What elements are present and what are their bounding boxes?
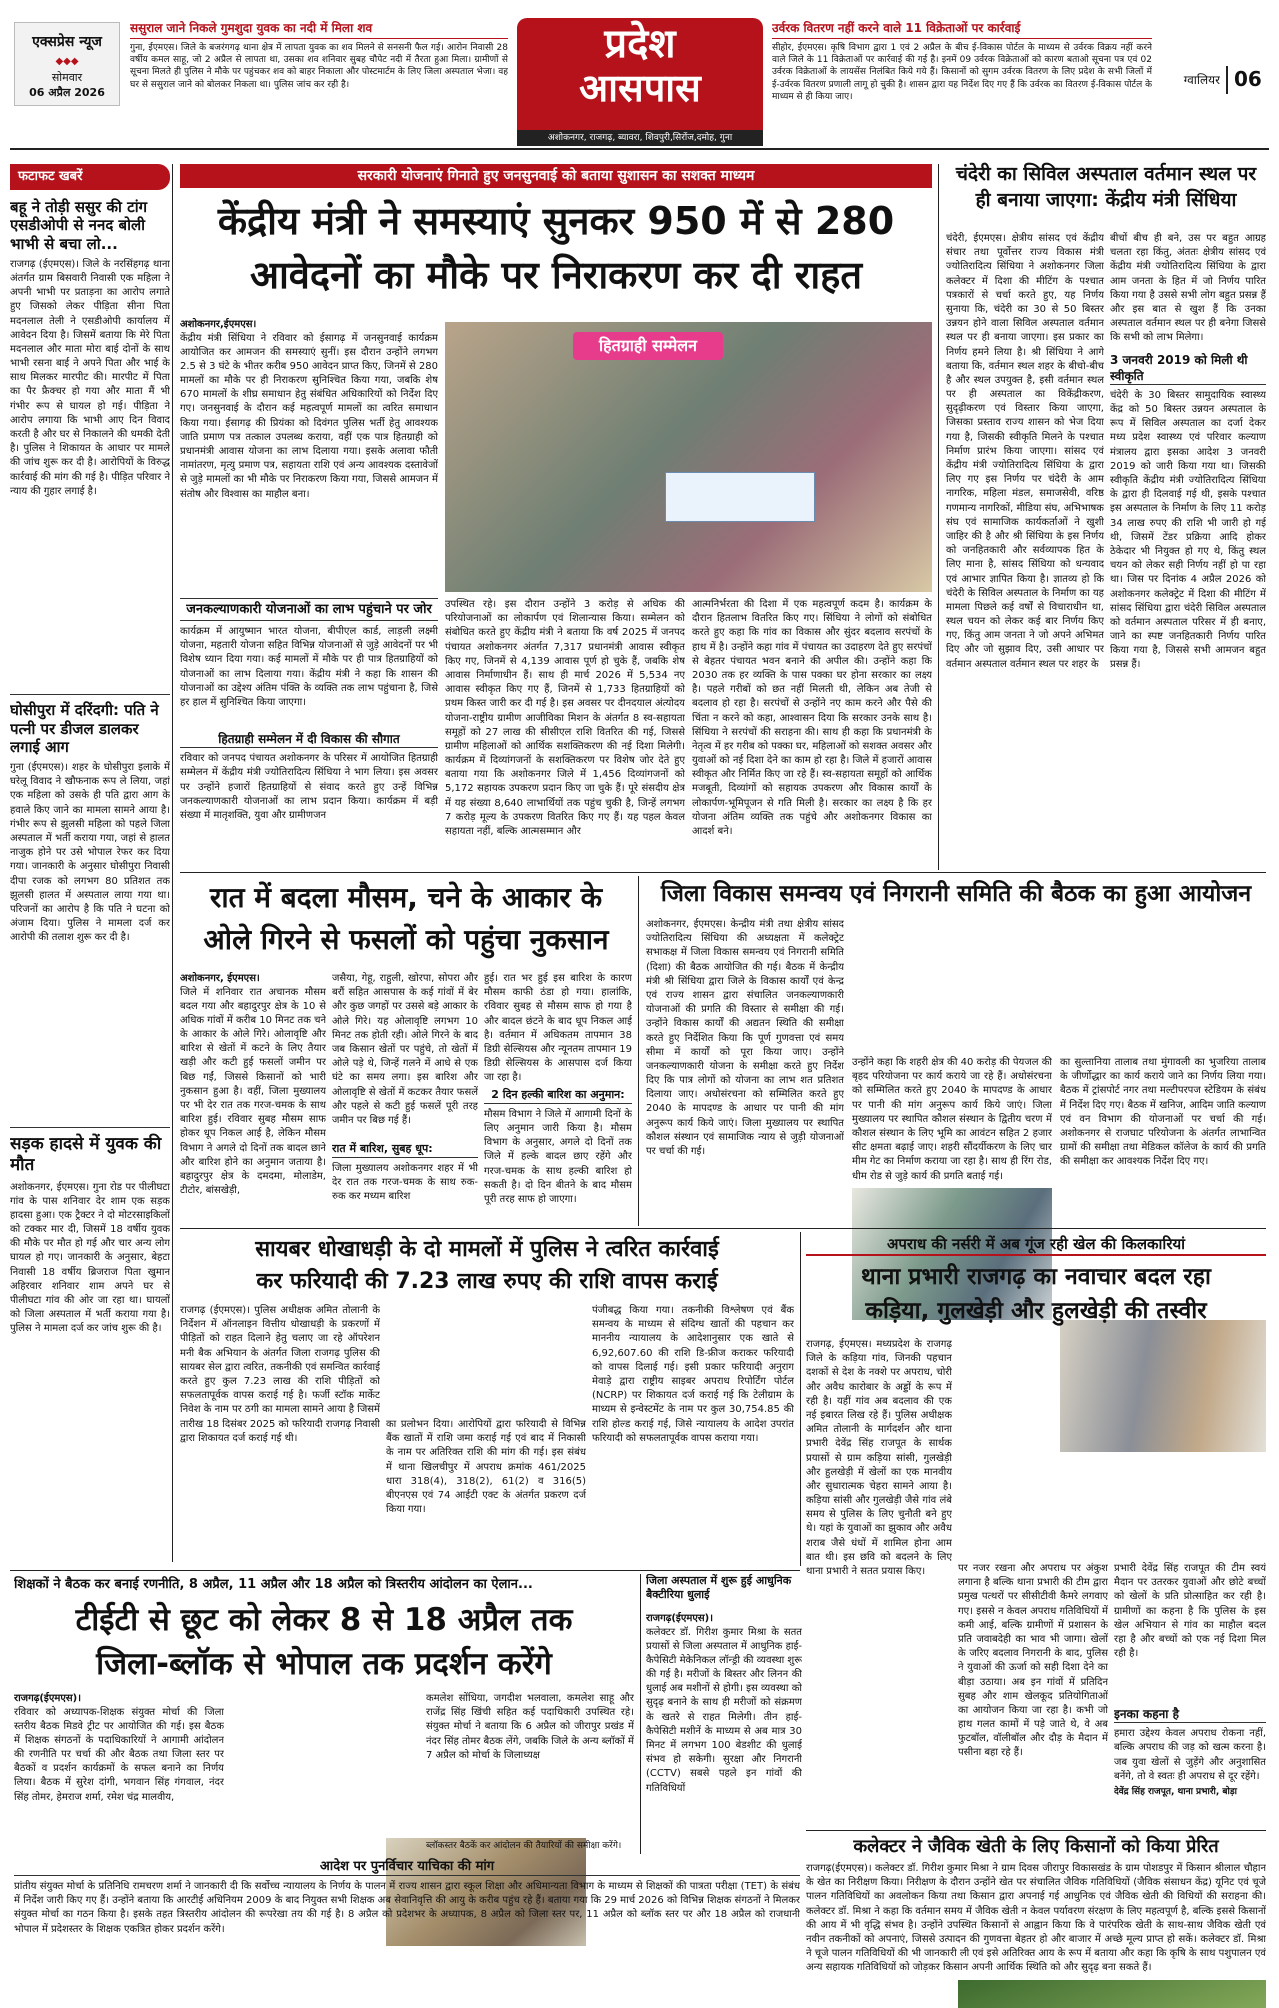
organic-headline: कलेक्टर ने जैविक खेती के लिए किसानों को किया प्रेरित <box>853 1836 1219 1857</box>
hospital-col <box>646 1612 802 1852</box>
disha-col3 <box>1060 1056 1266 1224</box>
top-brief-1-title: ससुराल जाने निकले गुमशुदा युवक का नदी में मिला शव <box>130 20 508 39</box>
weather-subhead-2: 2 दिन हल्की बारिश का अनुमान: <box>484 1088 632 1104</box>
hospital-dateline: राजगढ़(ईएमएस)। <box>646 1613 714 1624</box>
section-title-line1: प्रदेश <box>604 21 676 67</box>
weather-body-2: जसैया, गेहू, राहुली, खोरपा, सोपरा और बरौं सहित आसपास के कई गांवों में बेर और कुछ जगहों पर उससे बड़े आकार के ओले गिरे। यह ओलावृष्टि लगभग 10 मिनट तक होती रही। ओले गिरने के बाद जब किसान खेतों पर पहुंचे, तो खेतों में ओले पड़े थे, जिन्हें गलने में आधे से एक घंटे का समय लगा। इस बारिश और ओलावृष्टि से खेतों में कटकर तैयार फसलें और पहले से कटी हुई फसलें पूरी तरह जमीन पर बिछ गई हैं। <box>332 973 478 1126</box>
lead-body-1: केंद्रीय मंत्री सिंधिया ने रविवार को ईसागढ़ में जनसुनवाई कार्यक्रम आयोजित कर आमजन की समस्याएं सुनीं। इस दौरान उन्होंने लगभग 2.5 से 3 घंटे के भीतर करीब 950 आवेदन प्राप्त किए, जिनमें से 280 मामलों का मौके पर ही निराकरण सुनिश्चित किया गया, जबकि शेष 670 मामलों के शीघ्र समाधान हेतु संबंधित अधिकारियों को निर्देश दिए गए। जनसुनवाई के दौरान कई महत्वपूर्ण मामलों का त्वरित समाधान किया गया। ईसागढ़ की प्रियंका को दिवंगत पुलिस भर्ती हेतु आवश्यक जाति प्रमाण पत्र तत्काल उपलब्ध कराया, वहीं एक पात्र हितग्राही को प्रधानमंत्री आवास योजना का लाभ दिलाया गया। इसके अलावा फौती नामांतरण, मृत्यु प्रमाण पत्र, सहायता राशि एवं अन्य आवश्यक दस्तावेजों से जुड़े मामलों का भी मौके पर निराकरण किया गया, जिससे आमजन में संतोष और विश्वास का माहौल बना। <box>180 332 438 500</box>
weather-headline-1: रात में बदला मौसम, चने के आकार के <box>209 881 603 914</box>
lead-headline-2: आवेदनों का मौके पर निराकरण कर दी राहत <box>249 253 863 297</box>
thana-kicker: अपराध की नर्सरी में अब गूंज रही खेल की किलकारियां <box>806 1234 1266 1256</box>
top-brief-2 <box>772 20 1152 128</box>
cyber-col2 <box>386 1418 586 1566</box>
chanderi-col2 <box>1110 232 1266 868</box>
masthead-logo-box <box>14 22 120 106</box>
chanderi-body-2: बीचों बीच ही बने, उस पर बहुत आग्रह चलता रहा किंतु, अंततः क्षेत्रीय सांसद एवं केंद्रीय मंत्री ज्योतिरादित्य सिंधिया के द्वारा आम जनता के हित में जो निर्णय पारित किया गया है उससे सभी लोग बहुत प्रसन्न हैं और इस बात से खुश हैं कि उनका अस्पताल वर्तमान स्थल पर ही बनेगा जिससे कि सभी को लाभ मिलेगा। <box>1110 233 1266 344</box>
disha-body-3: का सुल्तानिया तालाब तथा मुंगावली का भुजरिया तालाब के जीर्णोद्धार का कार्य कराये जाने का निर्णय लिया गया। बैठक में ट्रांसपोर्ट नगर तथा मल्टीपरपज स्टेडियम के संबंध में निर्देश दिए गए। बैठक में खनिज, आदिम जाति कल्याण एवं वन विभाग की योजनाओं पर चर्चा की गई। अशोकनगर से राजघाट परियोजना के अंतर्गत लाभान्वित ग्रामों की समीक्षा तथा मेडिकल कॉलेज के कार्य की प्रगति की समीक्षा कर आवश्यक निर्देश दिए गए। <box>1060 1057 1266 1168</box>
tet-headline-1: टीईटी से छूट को लेकर 8 से 18 अप्रैल तक <box>75 1602 573 1638</box>
page-city: ग्वालियर <box>1183 73 1220 87</box>
thana-col2 <box>958 1562 1108 1826</box>
district-strip: अशोकनगर, राजगढ़, ब्यावरा, शिवपुरी,सिरोंज,दमोह, गुना <box>517 130 763 146</box>
disha-photo-2 <box>1060 1320 1266 1452</box>
weather-headline-2: ओले गिरने से फसलों को पहुंचा नुकसान <box>203 923 609 956</box>
disha-headline: जिला विकास समन्वय एवं निगरानी समिति की बैठक का हुआ आयोजन <box>660 881 1252 907</box>
tet-photo-caption: ब्लॉकस्तर बैठकें कर आंदोलन की तैयारियों की समीक्षा करेंगे। <box>426 1841 622 1851</box>
tet-body-1: रविवार को अध्यापक-शिक्षक संयुक्त मोर्चा की जिला स्तरीय बैठक मिडवे ट्रीट पर आयोजित की गई। इस बैठक में शिक्षक संगठनों के पदाधिकारियों ने आगामी आंदोलन की रणनीति पर चर्चा की और बैठक तथा जिला स्तर पर बैठकों व प्रदर्शन कार्यक्रमों के सफल बनाने का निर्णय लिया। बैठक में सुरेश दांगी, भगवान सिंह गंगवाल, नंदर सिंह तोमर, हेमराज शर्मा, रमेश चंद्र मालवीय, <box>14 1706 224 1803</box>
lead-photo-banner: हितग्राही सम्मेलन <box>573 332 723 360</box>
cyber-headline-2: कर फरियादी की 7.23 लाख रुपए की राशि वापस कराई <box>256 1269 718 1294</box>
cyber-col1 <box>180 1304 380 1566</box>
lead-subhead-2: हितग्राही सम्मेलन में दी विकास की सौगात <box>180 731 438 748</box>
fatafat-divider-2 <box>10 1127 170 1128</box>
top-brief-2-body: सीहोर, ईएमएस। कृषि विभाग द्वारा 1 एवं 2 अप्रैल के बीच ई-विकास पोर्टल के माध्यम से उर्वरक विक्रय नहीं करने वाले जिले के 11 विक्रेताओं पर कार्रवाई की गई है। इनमें 09 उर्वरक विक्रेताओं को कारण बताओ सूचना पत्र एवं 02 उर्वरक विक्रेताओं के लायसेंस निलंबित किये गये हैं। किसानों को सुगम उर्वरक वितरण के लिए प्रदेश के सभी जिलों में ई-उर्वरक वितरण प्रणाली लागू हो चुकी है। शासन द्वारा यह निर्देश दिए गए हैं कि उर्वरक का वितरण ई-विकास पोर्टल के माध्यम से ही किया जाए। <box>772 43 1152 102</box>
chanderi-headline: चंदेरी का सिविल अस्पताल वर्तमान स्थल पर ही बनाया जाएगा: केंद्रीय मंत्री सिंधिया <box>955 163 1257 211</box>
weather-col1 <box>180 972 326 1222</box>
tet-kicker: शिक्षकों ने बैठक कर बनाई रणनीति, 8 अप्रैल, 11 अप्रैल और 18 अप्रैल को त्रिस्तरीय आंदोलन का ऐलान... <box>14 1577 533 1592</box>
page-number: 06 <box>1226 66 1266 94</box>
thana-body-1: राजगढ़, ईएमएस। मध्यप्रदेश के राजगढ़ जिले के कड़िया गांव, जिनकी पहचान दशकों से देश के नक्शे पर अपराध, चोरी और अवैध कारोबार के अड्डों के रूप में रही है। यहीं गांव अब बदलाव की एक नई इबारत लिख रहे हैं। पुलिस अधीक्षक अमित तोलानी के मार्गदर्शन और थाना प्रभारी देवेंद्र सिंह राजपूत के सार्थक प्रयासों से ग्राम कड़िया सांसी, गुलखेड़ी और हुलखेड़ी में खेलों का एक मानवीय और सुधारात्मक चेहरा सामने आया है। कड़िया सांसी और गुलखेड़ी जैसे गांव लंबे समय से पुलिस के लिए चुनौती बने हुए थे। यहां के युवाओं का झुकाव और अवैध शराब जैसे धंधों में शामिल होना आम बात थी। इस छवि को बदलने के लिए थाना प्रभारी ने सतत प्रयास किए। <box>806 1339 952 1577</box>
fatafat-label: फटाफट खबरें <box>10 164 170 190</box>
lead-photo <box>445 322 932 592</box>
cyber-headline-1: सायबर धोखाधड़ी के दो मामलों में पुलिस ने त्वरित कार्रवाई <box>255 1237 719 1262</box>
thana-quote: हमारा उद्देश्य केवल अपराध रोकना नहीं, बल्कि अपराध की जड़ को खत्म करना है। जब युवा खेलों से जुड़ेंगे और अनुशासित बनेंगे, तो वे स्वतः ही अपराध से दूर रहेंगे। <box>1114 1728 1266 1782</box>
lead-dateline: अशोकनगर,ईएमएस। <box>180 319 257 330</box>
tet-dateline: राजगढ़(ईएमएस)। <box>14 1693 82 1704</box>
chanderi-body-1: चंदेरी, ईएमएस। क्षेत्रीय सांसद एवं केंद्रीय संचार तथा पूर्वोत्तर राज्य विकास मंत्री ज्योतिरादित्य सिंधिया ने अशोकनगर जिला कलेक्टर में दिशा की मीटिंग के पश्चात पत्रकारों से चर्चा करते हुए, यह निर्णय सुनाया कि, चंदेरी का 30 से 50 बिस्तर उन्नयन होने वाला सिविल अस्पताल वर्तमान स्थल पर ही बनाया जाएगा। इस प्रकार का निर्णय हमने लिया है। श्री सिंधिया ने आगे बताया कि, वर्तमान स्थल शहर के बीचो-बीच है और स्थल उपयुक्त है, इसी वर्तमान स्थल पर ही अस्पताल का विकेंद्रीकरण, सुदृढ़ीकरण एवं विस्तार किया जाएगा, जिसका प्रस्ताव राज्य शासन को भेज दिया गया है, जिसकी स्वीकृति मिलने के पश्चात निर्माण प्रारंभ किया जाएगा। सांसद एवं केंद्रीय मंत्री ज्योतिरादित्य सिंधिया के द्वारा लिए गए इस निर्णय पर चंदेरी के आम नागरिक, महिला मंडल, समाजसेवी, वरिष्ठ गणमान्य नागरिकों, मीडिया संघ, अभिभाषक संघ एवं सामाजिक कार्यकर्ताओं ने खुशी जाहिर की है और श्री सिंधिया के इस निर्णय को जनहितकारी और सर्वव्यापक हित के लिए माना है, सांसद सिंधिया को धन्यवाद एवं आभार ज्ञापित किया है। ज्ञातव्य हो कि चंदेरी के सिविल अस्पताल के निर्माण का यह मामला पिछले कई वर्षों से विचाराधीन था, स्थल चयन को लेकर कई बार निर्णय किए गए, किंतु आम जनता ने जो अपने अभिमत दिए और जो सुझाव दिए, उसी आधार पर वर्तमान अस्पताल वर्तमान स्थल पर शहर के <box>946 233 1104 670</box>
tet-body-3: प्रांतीय संयुक्त मोर्चा के प्रतिनिधि रामचरण शर्मा ने जानकारी दी कि सर्वोच्च न्यायालय के निर्णय के पालन में राज्य शासन द्वारा स्कूल शिक्षा और अधिमान्यता विभाग के माध्यम से शिक्षकों की पात्रता परीक्षा (TET) के संबंध में निर्देश जारी किए गए हैं। उन्होंने बताया कि आरटीई अधिनियम 2009 के बाद नियुक्त सभी शिक्षक अब सेवानिवृत्ति की आयु के करीब पहुंच रहे हैं। बताया गया कि 29 मार्च 2026 को विभिन्न शिक्षक संगठनों ने मिलकर संयुक्त मोर्चा का गठन किया है। इसके तहत त्रिस्तरीय आंदोलन की रूपरेखा तय की गई है। 8 अप्रैल को प्रदेशभर के अध्यापक, 8 अप्रैल को जिला स्तर पर, 11 अप्रैल को ब्लॉक स्तर पर और 18 अप्रैल को राजधानी भोपाल में प्रदेशस्तर के शिक्षक एकत्रित होकर प्रदर्शन करेंगे। <box>14 1881 800 1935</box>
weather-body-4: हुई। रात भर हुई इस बारिश के कारण मौसम काफी ठंडा हो गया। हालांकि, रविवार सुबह से मौसम साफ हो गया है और बादल छंटने के बाद धूप निकल आई है। वर्तमान में अधिकतम तापमान 38 डिग्री सेल्सियस और न्यूनतम तापमान 19 डिग्री सेल्सियस के आसपास दर्ज किया जा रहा है। <box>484 973 632 1084</box>
disha-body-2: उन्होंने कहा कि शहरी क्षेत्र की 40 करोड़ की पेयजल की बृहद परियोजना पर कार्य कराये जा रहे हैं। अधोसंरचना को सम्मिलित करते हुए 2040 के मापदण्ड के आधार पर पानी की मांग अनुरूप कार्य किये जाएं। जिला मुख्यालय पर स्थापित कौशल संस्थान के द्वितीय चरण में कौशल संस्थान के लिए भूमि का आवंटन सहित 2 हजार सीट क्षमता बढ़ाई जाए। शहरी सौंदर्यीकरण के लिए चार मीम गेट का निर्माण कराया जा रहा है। साथ ही रिंग रोड, धीम रोड से जुड़े कार्य की प्रगति बताई गई। <box>852 1057 1052 1182</box>
tet-body-2: कमलेश सोंधिया, जगदीश भलवाला, कमलेश साहू और राजेंद्र सिंह खिंची सहित कई पदाधिकारी उपस्थित रहे। संयुक्त मोर्चा ने बताया कि 6 अप्रैल को जीरापुर प्रखंड में नंदर सिंह तोमर बैठक लेंगे, जबकि जिले के अन्य ब्लॉकों में 7 अप्रैल को मोर्चा के जिलाध्यक्ष <box>426 1693 634 1761</box>
masthead-rule <box>10 148 1269 150</box>
top-brief-1 <box>130 20 508 122</box>
disha-col2 <box>852 1056 1052 1224</box>
weather-dateline: अशोकनगर, ईएमएस। <box>180 973 260 984</box>
tet-body-3-box <box>14 1880 800 2000</box>
organic-top-rule <box>806 1830 1266 1831</box>
weather-right-rule <box>638 876 639 1226</box>
lead-photo-cheque <box>665 472 815 522</box>
lead-body-2: कार्यक्रम में आयुष्मान भारत योजना, बीपीएल कार्ड, लाड़ली लक्ष्मी योजना, महतारी योजना सहित विभिन्न योजनाओं से जुड़े आवेदनों पर भी विशेष ध्यान दिया गया। कई मामलों में मौके पर ही पात्र हितग्राहियों को योजनाओं का लाभ दिलाया गया। केंद्रीय मंत्री ने कहा कि शासन की योजनाओं का उद्देश्य अंतिम पंक्ति के व्यक्ति तक लाभ पहुंचाना है, जिसे हर हाल में सुनिश्चित किया जाएगा। <box>180 626 438 708</box>
fatafat-story2-title: घोसीपुरा में दरिंदगी: पति ने पत्नी पर डीजल डालकर लगाई आग <box>10 700 159 757</box>
fatafat-story2-body: गुना (ईएमएस)। शहर के घोसीपुरा इलाके में घरेलू विवाद ने खौफनाक रूप ले लिया, जहां एक महिला को उसके ही पति द्वारा आग के हवाले किए जाने का मामला सामने आया है। गंभीर रूप से झुलसी महिला को पहले जिला अस्पताल में भर्ती कराया गया, जहां से हालत नाजुक होने पर उसे भोपाल रेफर कर दिया गया। जानकारी के अनुसार घोसीपुरा निवासी दीपा रजक को लगभग 80 प्रतिशत तक झुलसी हालत में अस्पताल लाया गया था। परिजनों का आरोप है कि पति ने घटना को अंजाम दिया। पुलिस ने मामला दर्ज कर आरोपी की तलाश शुरू कर दी है। <box>10 762 170 944</box>
left-column-rule <box>172 164 173 1562</box>
organic-body: राजगढ़(ईएमएस)। कलेक्टर डॉ. गिरीश कुमार मिश्रा ने ग्राम दिवस जीरापुर विकासखंड के ग्राम पोशडपुर में किसान श्रीलाल चौहान के खेत का निरीक्षण किया। निरीक्षण के दौरान उन्होंने खेत पर संचालित जैविक गतिविधियों (जैविक संसाधन केंद्र) यूनिट एवं चूजे पालन गतिविधियों का अवलोकन किया तथा किसान द्वारा अपनाई गई आधुनिक एवं जैविक खेती की विधियों की सराहना की। कलेक्टर डॉ. मिश्रा ने कहा कि वर्तमान समय में जैविक खेती न केवल पर्यावरण संरक्षण के लिए महत्वपूर्ण है, बल्कि इससे किसानों की आय में भी वृद्धि संभव है। उन्होंने उपस्थित किसानों से आह्वान किया कि वे पारंपरिक खेती के साथ-साथ जैविक खेती एवं नवीन तकनीकों को अपनाएं, जिससे उत्पादन की गुणवत्ता बेहतर हो और बाजार में अच्छे मूल्य प्राप्त हो सकें। कलेक्टर डॉ. मिश्रा ने चूजे पालन गतिविधियों की भी जानकारी ली एवं इसे अतिरिक्त आय के रूप में बताया और कहा कि कृषि के साथ पशुपालन एवं अन्य सहायक गतिविधियों को जोड़कर किसान अपनी आर्थिक स्थिति को और सुदृढ़ बना सकते हैं। <box>806 1863 1266 1974</box>
disha-body-1: अशोकनगर, ईएमएस। केन्द्रीय मंत्री तथा क्षेत्रीय सांसद ज्योतिरादित्य सिंधिया की अध्यक्षता में कलेक्ट्रेट सभाकक्ष में जिला विकास समन्वय एवं निगरानी समिति (दिशा) की बैठक आयोजित की गई। बैठक में केन्द्रीय मंत्री श्री सिंधिया द्वारा जिले के विकास कार्यों एवं केन्द्र एवं राज्य शासन द्वारा संचालित जनकल्याणकारी योजनाओं की प्रगति की विस्तार से समीक्षा की गई। उन्होंने विकास कार्यों की अद्यतन स्थिति की समीक्षा करते हुए निर्देशित किया कि पूर्ण गुणवत्ता एवं समय सीमा में कार्यों को पूरा किया जाए। उन्होंने जनकल्याणकारी योजना के समीक्षा करते हुए निर्देश दिए कि पात्र लोगों को योजना का लाभ शत प्रतिशत दिलाया जाए। अधोसंरचना को सम्मिलित करते हुए 2040 के मापदण्ड के आधार पर पानी की मांग अनुरूप कार्य किये जाएं। जिला मुख्यालय पर स्थापित कौशल संस्थान एवं सामाजिक न्याय से जुड़ी योजनाओं पर चर्चा की गई। <box>646 919 844 1157</box>
thana-headline-1: थाना प्रभारी राजगढ़ का नवाचार बदल रहा <box>861 1264 1211 1290</box>
lead-kicker: सरकारी योजनाएं गिनाते हुए जनसुनवाई को बताया सुशासन का सशक्त माध्यम <box>180 164 932 188</box>
weather-col3 <box>484 972 632 1222</box>
fatafat-story1-title: बहू ने तोड़ी ससुर की टांग एसडीओपी से ननद बोली भाभी से बचा लो... <box>10 197 148 254</box>
lead-col3 <box>692 598 932 870</box>
lead-col2 <box>445 598 685 870</box>
row4-rule <box>10 1570 800 1571</box>
thana-body-2: पर नजर रखना और अपराध पर अंकुश लगाना है बल्कि थाना प्रभारी की टीम द्वारा प्रमुख पत्थरों पर सीसीटीवी कैमरे लगवाए गए। इससे न केवल अपराध गतिविधियों में कमी आई, बल्कि ग्रामीणों में प्रशासन के प्रति जवाबदेही का भाव भी जागा। खेलों के जरिए बदलाव निगरानी के बाद, पुलिस ने युवाओं की ऊर्जा को सही दिशा देने का बीड़ा उठाया। अब इन गांवों में प्रतिदिन सुबह और शाम खेलकूद प्रतियोगिताओं का आयोजन किया जा रहा है। कभी जो हाथ गलत कामों में पड़े जाते थे, वे अब फुटबॉल, वॉलीबॉल और दौड़ के मैदान में पसीना बहा रहे हैं। <box>958 1563 1108 1759</box>
weather-body-1: जिले में शनिवार रात अचानक मौसम बदल गया और बहादुरपुर क्षेत्र के 10 से अधिक गांवों में करीब 10 मिनट तक चने के आकार के ओले गिरे। ओलावृष्टि और बारिश से खेतों में कटने के लिए तैयार खड़ी और कटी हुई फसलों जमीन पर बिछ गईं, जिससे किसानों को भारी नुकसान हुआ है। वहीं, जिला मुख्यालय पर भी देर रात तक गरज-चमक के साथ बारिश हुई। रविवार सुबह मौसम साफ होकर धूप निकल आई है, लेकिन मौसम विभाग ने अगले दो दिनों तक बादल छाने और बारिश होने का अनुमान जताया है। बहादुरपुर क्षेत्र के दमदमा, मोलाडेम, टीटोर, बांसखेड़ी, <box>180 986 326 1197</box>
top-brief-1-body: गुना, ईएमएस। जिले के बजरंगगढ़ थाना क्षेत्र में लापता युवक का शव मिलने से सनसनी फैल गई। आरोन निवासी 28 वर्षीय कमल साहू, जो 2 अप्रैल से लापता था, उसका शव शनिवार सुबह चौपेट नदी में तैरता हुआ मिला। ग्रामीणों से सूचना मिलते ही पुलिस ने मौके पर पहुंचकर शव को बाहर निकाला और पोस्टमार्टम के लिए जिला अस्पताल भेजा। वह घर से ससुराल जाने को बोलकर निकला था। पुलिस जांच कर रही है। <box>130 43 508 90</box>
disha-col1 <box>646 918 844 1224</box>
lead-body-3: रविवार को जनपद पंचायत अशोकनगर के परिसर में आयोजित हितग्राही सम्मेलन में केंद्रीय मंत्री ज्योतिरादित्य सिंधिया ने भाग लिया। इस अवसर पर उन्होंने हजारों हितग्राहियों से संवाद करते हुए उन्हें विभिन्न जनकल्याणकारी योजनाओं का लाभ प्रदान किया। कार्यक्रम में बड़ी संख्या में मातृशक्ति, युवा और ग्रामीणजन <box>180 753 438 821</box>
tet-col1 <box>14 1692 224 1852</box>
chanderi-body-3: चंदेरी के 30 बिस्तर सामुदायिक स्वास्थ्य केंद्र को 50 बिस्तर उन्नयन अस्पताल के रूप में सिविल अस्पताल का दर्जा देकर मध्य प्रदेश स्वास्थ्य एवं परिवार कल्याण मंत्रालय द्वारा इसका आदेश 3 जनवरी 2019 को जारी किया गया था। जिसकी स्वीकृति केंद्रीय मंत्री ज्योतिरादित्य सिंधिया के द्वारा ही दिलवाई गई थी, इसके पश्चात इस अस्पताल के निर्माण के लिए 11 करोड़ 34 लाख रुपए की राशि भी जारी हो गई थी, जिसमें टेंडर प्रक्रिया आदि होकर ठेकेदार भी नियुक्त हो गए थे, किंतु स्थल चयन को लेकर सही निर्णय नहीं हो पा रहा था। जिस पर दिनांक 4 अप्रैल 2026 को अशोकनगर कलेक्ट्रेट में दिशा की मीटिंग में सांसद सिंधिया द्वारा चंदेरी सिविल अस्पताल को वर्तमान अस्पताल परिसर में ही बनाए, जाने का स्पष्ट जनहितकारी निर्णय पारित किया गया है, जिससे सभी आमजन बहुत प्रसन्न हैं। <box>1110 389 1266 671</box>
row3-rule <box>180 1228 1266 1229</box>
fatafat-divider-1 <box>10 694 170 695</box>
fatafat-story1-body: राजगढ़ (ईएमएस)। जिले के नरसिंहगढ़ थाना अंतर्गत ग्राम बिसवारी निवासी एक महिला ने अपनी भाभी पर प्रताड़ना का आरोप लगाते हुए जिसको लेकर पीड़िता सीना पिता मदनलाल तेली ने एसडीओपी कार्यालय में आवेदन दिया है। जिसमें बताया कि मेरे पिता मदनलाल और माता मोरा बाई दोनों के साथ भाभी रसना बाई ने अपने पिता और भाई के साथ मिलकर मारपीट की। मारपीट में पिता का पैर फ्रैक्चर हो गया और माता मैं भी गंभीर रूप से घायल हो गई। पीड़िता ने आरोप लगाया कि भाभी आए दिन विवाद करती है और घर से निकालने की धमकी देती है। पुलिस ने शिकायत के आधार पर मामले की जांच शुरू कर दी है। आरोपियों के विरुद्ध कार्रवाई की मांग की गई है। पीड़ित परिवार ने न्याय की गुहार लगाई है। <box>10 258 170 497</box>
top-brief-2-title: उर्वरक वितरण नहीं करने वाले 11 विक्रेताओं पर कार्रवाई <box>772 20 1152 39</box>
thana-col3 <box>1114 1562 1266 1826</box>
lead-subhead-1: जनकल्याणकारी योजनाओं का लाभ पहुंचाने पर जोर <box>180 598 438 622</box>
weather-body-3: जिला मुख्यालय अशोकनगर शहर में भी देर रात तक गरज-चमक के साथ रुक-रुक कर मध्यम बारिश <box>332 1162 478 1203</box>
organic-body-box <box>806 1862 1266 2000</box>
tet-subhead: आदेश पर पुनर्विचार याचिका की मांग <box>14 1858 800 1876</box>
weather-subhead-1: रात में बारिश, सुबह धूप: <box>332 1142 478 1158</box>
edition-day: सोमवार <box>51 70 83 84</box>
lead-right-rule <box>938 164 939 870</box>
chanderi-col1 <box>946 232 1104 868</box>
fatafat-story3-body: अशोकनगर, ईएमएस। गुना रोड पर पीलीघटा गांव के पास शनिवार देर शाम एक सड़क हादसा हुआ। एक ट्रैक्टर ने दो मोटरसाइकिलों को टक्कर मार दी, जिसमें 18 वर्षीय युवक की मौके पर मौत हो गई और चार अन्य लोग घायल हो गए। जानकारी के अनुसार, बेहटा निवासी 18 वर्षीय ब्रिजराज पिता खुमान अहिरवार शनिवार शाम अपने घर से पीलीघटा गांव की ओर जा रहा था। घायलों को जिला अस्पताल में भर्ती कराया गया है। पुलिस ने मामला दर्ज कर जांच शुरू की है। <box>10 1181 170 1335</box>
cyber-body-1: राजगढ़ (ईएमएस)। पुलिस अधीक्षक अमित तोलानी के निर्देशन में ऑनलाइन वित्तीय धोखाधड़ी के प्रकरणों में पीड़ितों को राहत दिलाने हेतु चलाए जा रहे ऑपरेशन मनी बैक अभियान के अंतर्गत जिला राजगढ़ पुलिस की सायबर सेल द्वारा त्वरित, तकनीकी एवं समन्वित कार्रवाई करते हुए कुल 7.23 लाख की राशि पीड़ितों को सफलतापूर्वक वापस कराई गई है। फर्जी स्टॉक मार्केट निवेश के नाम पर ठगी का मामला सामने आया है जिसमें तारीख 18 दिसंबर 2025 को फरियादी राजगढ़ निवासी द्वारा शिकायत दर्ज कराई गई थी। <box>180 1305 380 1444</box>
thana-col1 <box>806 1338 952 1826</box>
thana-body-3: प्रभारी देवेंद्र सिंह राजपूत की टीम स्वयं मैदान पर उतरकर युवाओं और छोटे बच्चों को खेलों के प्रति प्रोत्साहित कर रही है। ग्रामीणों का कहना है कि पुलिस के इस खेल अभियान से गांव का माहौल बदल रहा है और बच्चों को एक नई दिशा मिल रही है। <box>1114 1563 1266 1660</box>
lead-body-5: आत्मनिर्भरता की दिशा में एक महत्वपूर्ण कदम है। कार्यक्रम के दौरान हितलाभ वितरित किए गए। सिंधिया ने लोगों को संबोधित करते हुए कहा कि गांव का विकास और सुंदर बदलाव सरपंचों के हाथ में है। उन्होंने कहा गांव में पंचायत का उदाहरण देते हुए सरपंचों से बेहतर पंचायत भवन बनाने की अपील की। उन्होंने कहा कि 2030 तक हर व्यक्ति के पास पक्का घर होना सरकार का लक्ष्य है। पहले गरीबों को छत नहीं मिलती थी, लेकिन अब तेजी से बदलाव हो रहा है। सरपंचों से उन्होंने नए काम करने और पैसे की चिंता न करने को कहा, आश्वासन दिया कि सरकार उनके साथ है। सिंधिया ने सरपंचों की सराहना की। साथ ही कहा कि प्रधानमंत्री के नेतृत्व में हर गरीब को पक्का घर, महिलाओं को सशक्त अवसर और युवाओं को नई दिशा देने का काम हो रहा है। जिले में हजारों आवास स्वीकृत और निर्मित किए जा रहे हैं। स्व-सहायता समूहों को आर्थिक मजबूती, दिव्यांगों को सहायक उपकरण और विकास कार्यों के लोकार्पण-भूमिपूजन से गति मिली है। सरकार का लक्ष्य है कि हर योजना अंतिम व्यक्ति तक पहुंचे और अशोकनगर विकास का आदर्श बने। <box>692 599 932 837</box>
section-title-line2: आसपास <box>579 66 701 110</box>
lead-headline-1: केंद्रीय मंत्री ने समस्याएं सुनकर 950 में से 280 <box>217 199 895 243</box>
tet-right-rule <box>640 1574 641 1854</box>
hospital-headline: जिला अस्पताल में शुरू हुई आधुनिक बैक्टीरिया धुलाई <box>646 1574 792 1602</box>
cyber-col3 <box>592 1304 794 1566</box>
chanderi-subhead: 3 जनवरी 2019 को मिली थी स्वीकृति <box>1110 352 1266 385</box>
weather-body-5: मौसम विभाग ने जिले में आगामी दिनों के लिए अनुमान जारी किया है। मौसम विभाग के अनुसार, अगले दो दिनों तक जिले में हल्के बादल छाए रहेंगे और गरज-चमक के साथ हल्की बारिश हो सकती है। दो दिन बीतने के बाद मौसम पूरी तरह साफ हो जाएगा। <box>484 1108 632 1205</box>
thana-quote-by: देवेंद्र सिंह राजपूत, थाना प्रभारी, बोड़ा <box>1114 1786 1238 1797</box>
lead-col1 <box>180 318 438 870</box>
lead-body-4: उपस्थित रहे। इस दौरान उन्होंने 3 करोड़ से अधिक की परियोजनाओं का लोकार्पण एवं शिलान्यास किया। सम्मेलन को संबोधित करते हुए केंद्रीय मंत्री ने बताया कि वर्ष 2025 में जनपद पंचायत अशोकनगर अंतर्गत 7,317 प्रधानमंत्री आवास स्वीकृत किए गए, जिनमें से 4,139 आवास पूर्ण हो चुके हैं, जबकि शेष आवास निर्माणाधीन हैं। साथ ही मार्च 2026 में 5,534 नए आवास स्वीकृत किए गए हैं, जिनमें से 1,733 हितग्राहियों को प्रथम किस्त जारी कर दी गई है। इस अवसर पर दीनदयाल अंत्योदय योजना-राष्ट्रीय ग्रामीण आजीविका मिशन के अंतर्गत 8 स्व-सहायता समूहों को 27 लाख की सीसीएल राशि वितरित की गई, जिससे ग्रामीण महिलाओं को आर्थिक सशक्तिकरण की नई दिशा मिलेगी। कार्यक्रम में दिव्यांगजनों के सशक्तिकरण पर विशेष जोर देते हुए बताया गया कि अशोकनगर जिले में 1,456 दिव्यांगजनों को 5,172 सहायक उपकरण प्रदान किए जा चुके हैं। पूरे संसदीय क्षेत्र में यह संख्या 8,640 लाभार्थियों तक पहुंच चुकी है, जिन्हें लगभग 7 करोड़ मूल्य के उपकरण वितरित किए गए हैं। यह पहल केवल सहायता नहीं, बल्कि आत्मसम्मान और <box>445 599 685 837</box>
fatafat-story3-title: सड़क हादसे में युवक की मौत <box>10 1134 162 1176</box>
thana-headline-2: कड़िया, गुलखेड़ी और हुलखेड़ी की तस्वीर <box>865 1298 1207 1324</box>
edition-date: 06 अप्रैल 2026 <box>29 85 105 99</box>
section-banner <box>517 18 763 130</box>
fatafat-column <box>10 164 170 1562</box>
hospital-body: कलेक्टर डॉ. गिरीश कुमार मिश्रा के सतत प्रयासों से जिला अस्पताल में आधुनिक हाई-कैपेसिटी मेकेनिकल लॉन्ड्री की व्यवस्था शुरू की गई है। मरीजों के बिस्तर और लिनन की धुलाई अब मशीनों से होगी। इस व्यवस्था को सुदृढ़ बनाने के साथ ही मरीजों को संक्रमण के खतरे से राहत मिलेगी। तीन हाई-कैपेसिटी मशीनें के माध्यम से अब मात्र 30 मिनट में लगभग 100 बेडशीट की धुलाई संभव हो सकेगी। सुरक्षा और निगरानी (CCTV) सबसे पहले इन गांवों की गतिविधियों <box>646 1626 802 1794</box>
cyber-body-3: पंजीबद्ध किया गया। तकनीकी विश्लेषण एवं बैंक समन्वय के माध्यम से संदिग्ध खातों की पहचान कर माननीय न्यायालय के आदेशानुसार एक खाते से 6,92,607.60 की राशि डि-फ्रीज कराकर फरियादी को वापस दिलाई गई। इसी प्रकार फरियादी अनुराग मेवाड़े द्वारा राष्ट्रीय साइबर अपराध रिपोर्टिंग पोर्टल (NCRP) पर शिकायत दर्ज कराई गई कि टेलीग्राम के माध्यम से इन्वेस्टमेंट के नाम पर कुल 30,754.85 की राशि होल्ड कराई गई, जिसे न्यायालय के आदेश उपरांत फरियादी को सफलतापूर्वक वापस कराया गया। <box>592 1305 794 1444</box>
cyber-body-2: का प्रलोभन दिया। आरोपियों द्वारा फरियादी से विभिन्न बैंक खातों में राशि जमा कराई गई एवं बाद में निकासी के नाम पर अतिरिक्त राशि की मांग की गई। इस संबंध में थाना खिलचीपुर में अपराध क्रमांक 461/2025 धारा 318(4), 318(2), 61(2) व 316(5) बीएनएस एवं 74 आईटी एक्ट के अंतर्गत प्रकरण दर्ज किया गया। <box>386 1419 586 1516</box>
thana-subhead: इनका कहना है <box>1114 1706 1266 1723</box>
tet-headline-2: जिला-ब्लॉक से भोपाल तक प्रदर्शन करेंगे <box>96 1646 552 1682</box>
row2-rule <box>180 872 1266 873</box>
brand-name: एक्सप्रेस न्यूज <box>32 34 102 50</box>
weather-col2 <box>332 972 478 1222</box>
brand-ornament-icon: ◆◆◆ <box>55 55 79 67</box>
cyber-right-rule <box>800 1232 801 1566</box>
tet-col2 <box>426 1692 634 1838</box>
